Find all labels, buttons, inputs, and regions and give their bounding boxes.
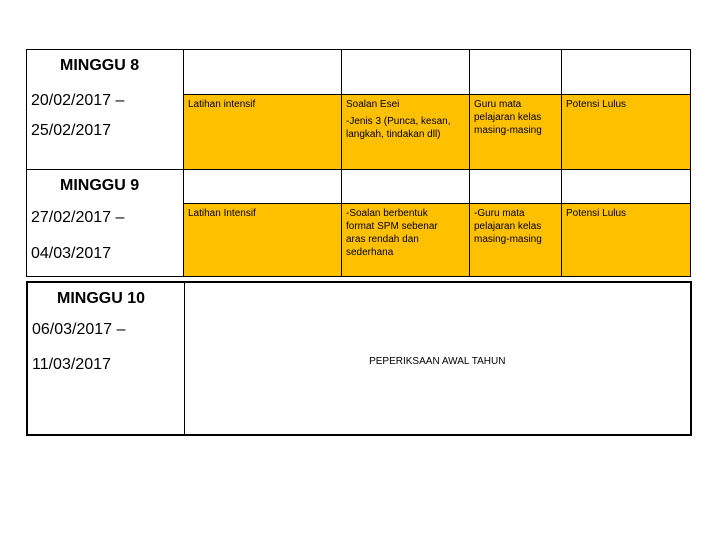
week-10-date-start: 06/03/2017 – [32,321,126,338]
week-8-tanggungjawab: Guru mata pelajaran kelas masing-masing [474,99,542,136]
schedule-table-top [26,49,691,277]
week-9-date-start: 27/02/2017 – [31,209,125,226]
week-9-aktiviti-header [184,170,342,204]
week-9-label: MINGGU 9 [60,177,140,194]
week-10-content-cell [184,282,691,435]
week-8-fokus-1: Soalan Esei [346,99,400,110]
week-8-fokus-cell [342,95,470,170]
week-8-tanggungjawab-header [470,50,562,95]
week-8-fokus-header [342,50,470,95]
week-9-sasaran: Potensi Lulus [566,208,627,219]
week-8-fokus-2: -Jenis 3 (Punca, kesan, langkah, tindakan dll) [346,116,451,140]
week-9-sasaran-header [562,170,691,204]
week-8-sasaran-cell [562,95,691,170]
week-8-label: MINGGU 8 [60,57,140,74]
week-9-tanggungjawab-cell [470,204,562,277]
week-8-date-end: 25/02/2017 [31,122,112,139]
week-9-fokus-cell [342,204,470,277]
week-8-sasaran: Potensi Lulus [566,99,627,110]
week-9-aktiviti-cell [184,204,342,277]
week-9-sasaran-cell [562,204,691,277]
week-10-peperiksaan: PEPERIKSAAN AWAL TAHUN [369,356,506,367]
week-9-tanggungjawab-header [470,170,562,204]
week-10-cell [27,282,184,435]
week-10-label: MINGGU 10 [57,290,146,307]
week-9-cell [27,170,184,277]
week-9-date-end: 04/03/2017 [31,245,112,262]
week-8-aktiviti-cell [184,95,342,170]
week-9-aktiviti: Latihan Intensif [188,208,256,219]
week-9-fokus-header [342,170,470,204]
week-10-date-end: 11/03/2017 [32,356,111,373]
week-8-aktiviti-header [184,50,342,95]
week-9-fokus-1: -Soalan berbentuk format SPM sebenar aras rendah dan sederhana [346,208,438,258]
week-8-date-start: 20/02/2017 – [31,92,125,109]
week-9-tanggungjawab: -Guru mata pelajaran kelas masing-masing [474,208,542,245]
week-8-aktiviti: Latihan intensif [188,99,256,110]
schedule-table-bottom [26,281,692,436]
week-8-sasaran-header [562,50,691,95]
week-8-tanggungjawab-cell [470,95,562,170]
week-8-cell [27,50,184,170]
